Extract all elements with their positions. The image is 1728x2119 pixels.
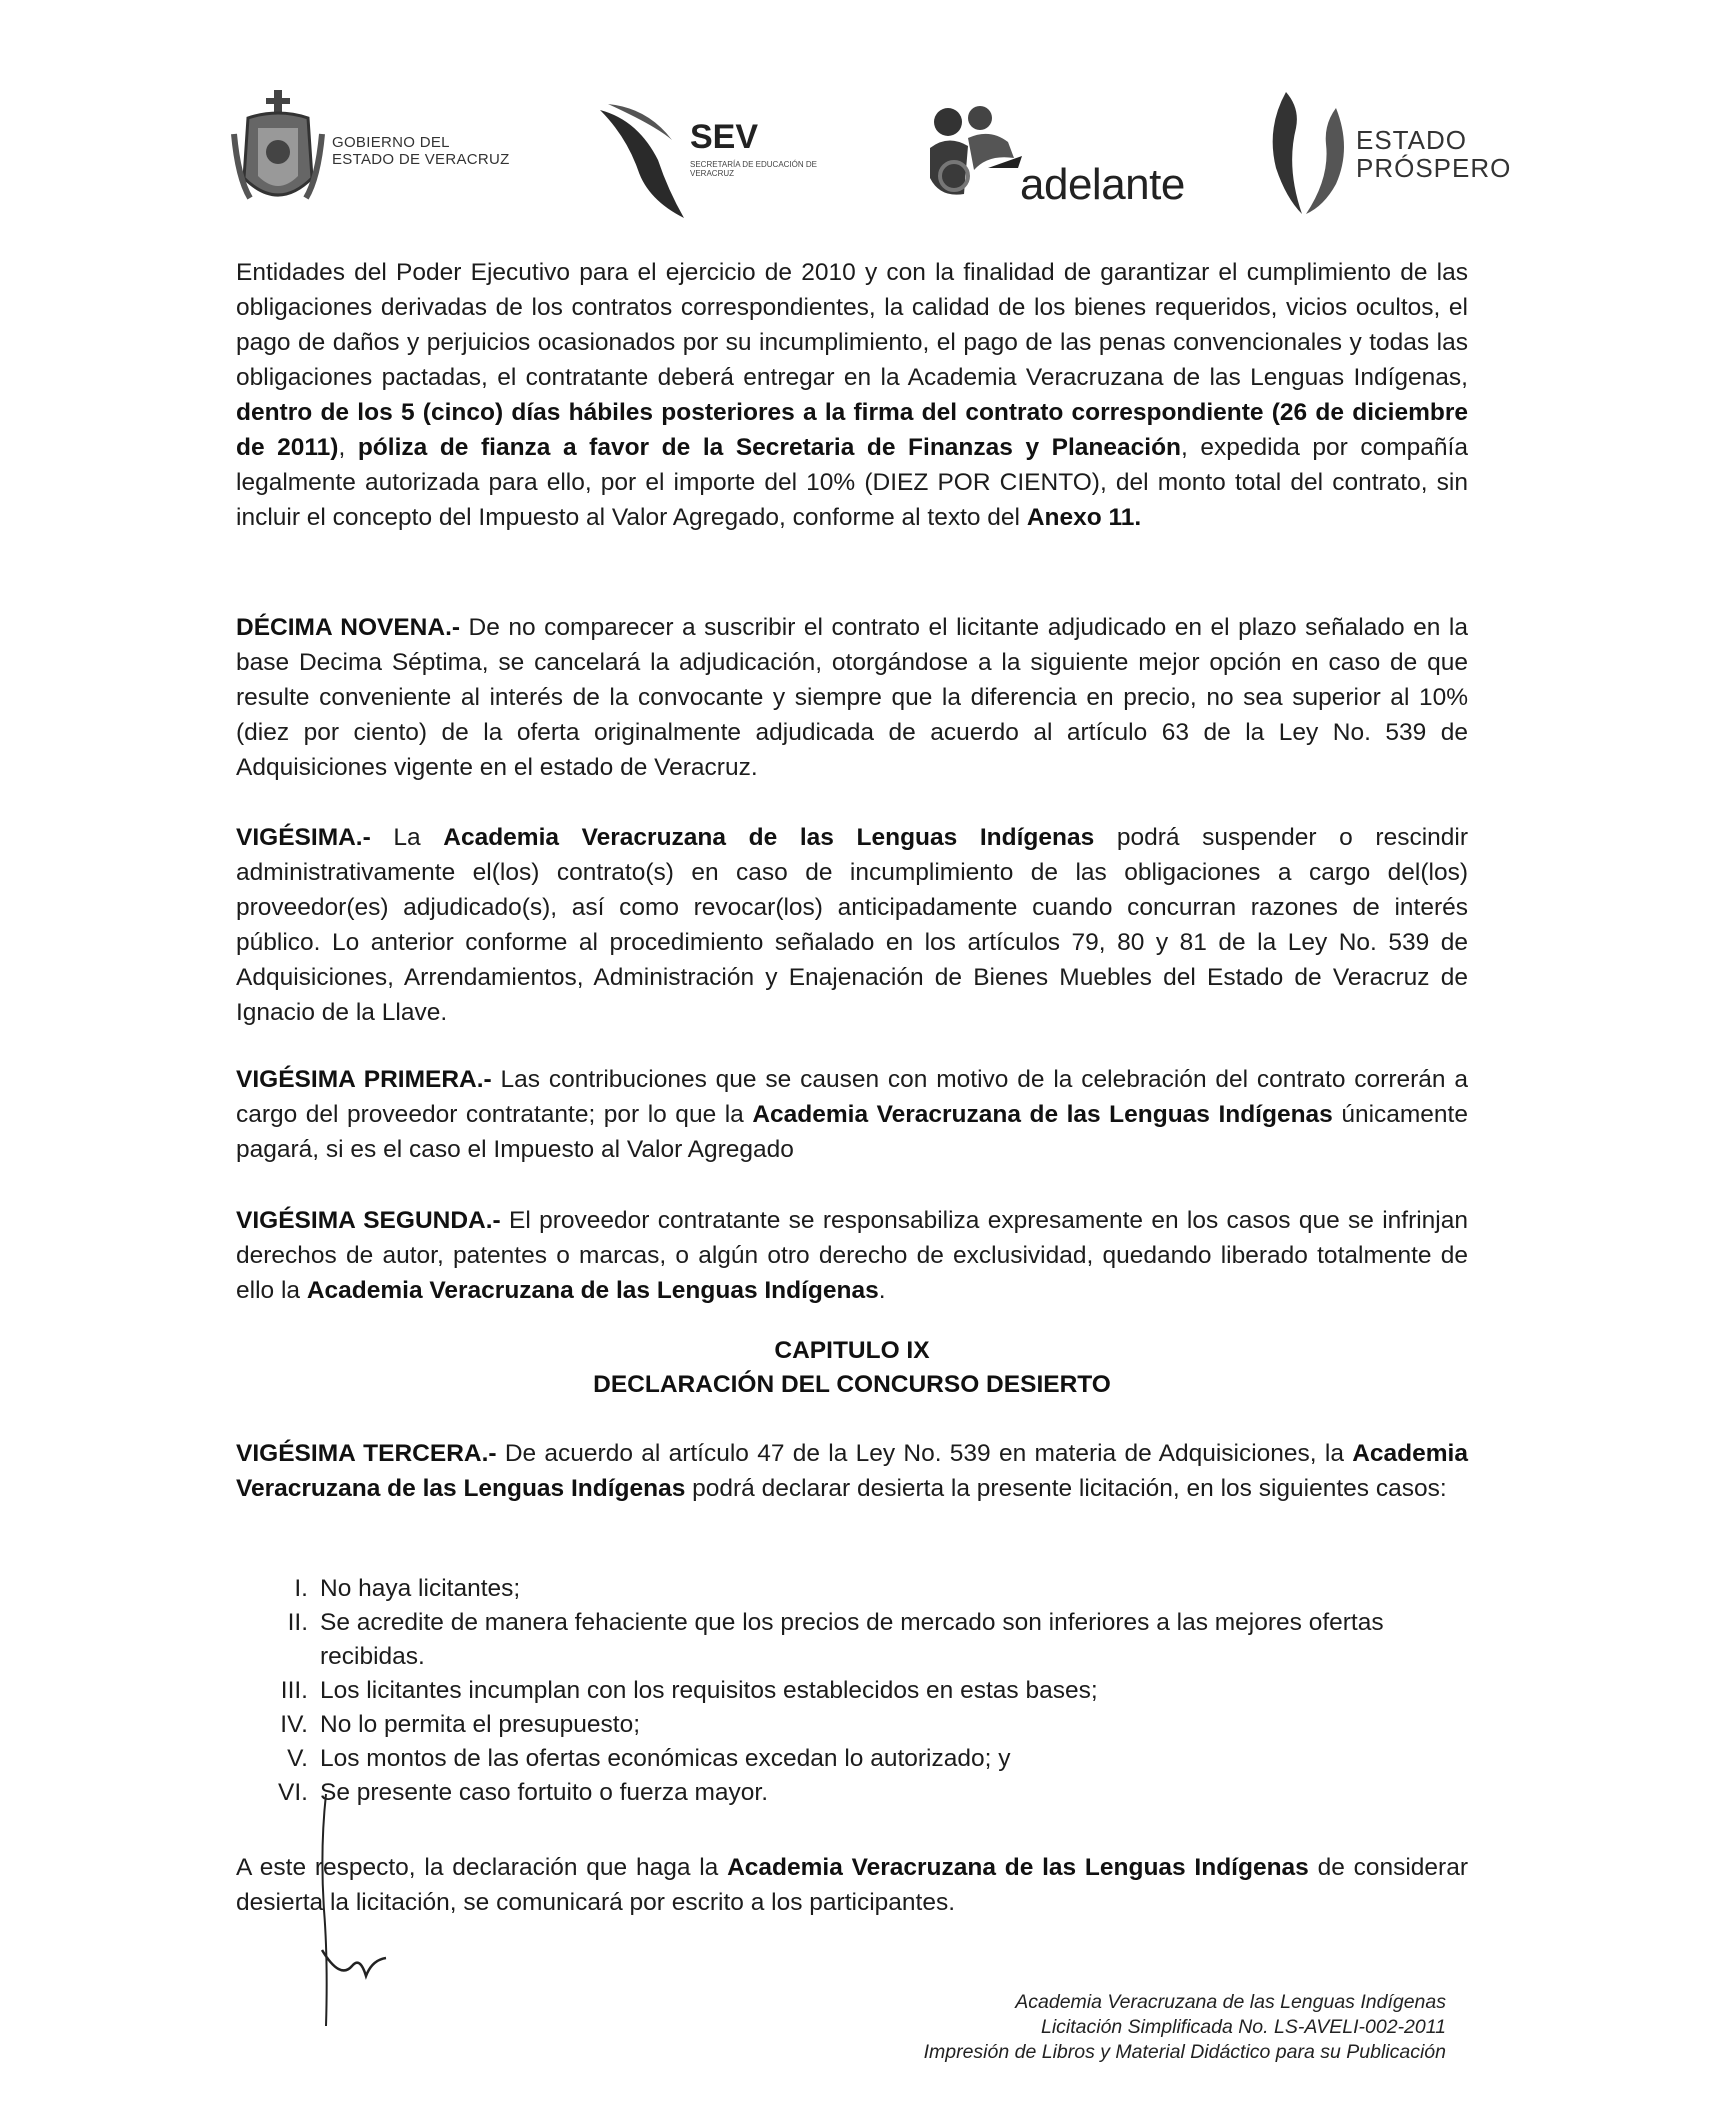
- gobierno-veracruz-logo: [228, 88, 558, 218]
- sev-swoosh-icon: [598, 100, 688, 220]
- intro-bold-2: póliza de fianza a favor de la Secretaria de Finanzas y Planeación: [357, 434, 1181, 461]
- clause-text-1: La: [370, 824, 444, 851]
- list-item-text: Se presente caso fortuito o fuerza mayor.: [320, 1779, 769, 1806]
- clause-text-1: El proveedor contratante se responsabiliza expresamente en los casos que se infrinjan derechos de autor, patentes o marcas, o algún otro derecho de exclusividad, quedando liberado totalmente de ello la: [236, 1207, 1469, 1304]
- sev-title: SEV: [690, 118, 759, 156]
- list-item: [236, 1572, 1468, 1606]
- list-item-number: IV.: [280, 1711, 308, 1738]
- header-logos: [228, 88, 1512, 228]
- cases-list: [236, 1572, 1468, 1810]
- closing-bold: Academia Veracruzana de las Lenguas Indígenas: [727, 1854, 1309, 1881]
- footer-line-3: Impresión de Libros y Material Didáctico para su Publicación: [923, 2041, 1446, 2063]
- gobierno-line-2: ESTADO DE VERACRUZ: [332, 151, 510, 168]
- adelante-logo: [918, 98, 1238, 218]
- clause-decima-novena: [236, 610, 1468, 785]
- closing-text-2: de considerar desierta la licitación, se comunicará por escrito a los participantes.: [236, 1854, 1468, 1916]
- gobierno-line-1: GOBIERNO DEL: [332, 134, 450, 151]
- clause-text-2: únicamente pagará, si es el caso el Impuesto al Valor Agregado: [236, 1101, 1468, 1163]
- list-item: [236, 1708, 1468, 1742]
- clause-vigesima-segunda: [236, 1203, 1468, 1308]
- list-item-text: Los montos de las ofertas económicas excedan lo autorizado; y: [320, 1745, 1011, 1772]
- clause-bold: Academia Veracruzana de las Lenguas Indígenas: [752, 1101, 1333, 1128]
- clause-bold: Academia Veracruzana de las Lenguas Indígenas: [443, 824, 1095, 851]
- chapter-title: DECLARACIÓN DEL CONCURSO DESIERTO: [593, 1371, 1111, 1398]
- estado-prospero-leaves-icon: [1256, 88, 1352, 218]
- closing-text-1: A este respecto, la declaración que haga la: [236, 1854, 728, 1881]
- list-item: [236, 1742, 1468, 1776]
- intro-text-2: ,: [338, 434, 358, 461]
- clause-heading: VIGÉSIMA TERCERA.-: [236, 1440, 497, 1467]
- list-item-number: II.: [287, 1609, 308, 1636]
- clause-vigesima: [236, 820, 1468, 1030]
- estado-line-1: ESTADO: [1356, 125, 1467, 155]
- list-item-number: VI.: [278, 1779, 308, 1806]
- clause-text-2: podrá declarar desierta la presente licitación, en los siguientes casos:: [685, 1475, 1447, 1502]
- clause-vigesima-primera: [236, 1062, 1468, 1167]
- clause-text: De no comparecer a suscribir el contrato el licitante adjudicado en el plazo señalado en la base Decima Séptima, se cancelará la adjudicación, otorgándose a la siguiente mejor opción en caso de que resulte conveniente al interés de la convocante y siempre que la diferencia en precio, no sea superior al 10% (diez por ciento) de la oferta originalmente adjudicada de acuerdo al artículo 63 de la Ley No. 539 de Adquisiciones vigente en el estado de Veracruz.: [236, 614, 1468, 781]
- clause-heading: DÉCIMA NOVENA.-: [236, 614, 461, 641]
- intro-text-3: , expedida por compañía legalmente autorizada para ello, por el importe del 10% (DIEZ POR CIENTO), del monto total del contrato, sin incluir el concepto del Impuesto al Valor Agregado, conforme al texto del: [236, 434, 1468, 531]
- clause-text-1: De acuerdo al artículo 47 de la Ley No. 539 en materia de Adquisiciones, la: [496, 1440, 1353, 1467]
- page-footer: [924, 1990, 1446, 2065]
- footer-line-1: Academia Veracruzana de las Lenguas Indígenas: [1015, 1991, 1446, 2013]
- list-item-text: No lo permita el presupuesto;: [320, 1711, 641, 1738]
- clause-text-1: Las contribuciones que se causen con motivo de la celebración del contrato correrán a cargo del proveedor contratante; por lo que la: [236, 1066, 1468, 1128]
- footer-line-2: Licitación Simplificada No. LS-AVELI-002-2011: [1040, 2016, 1446, 2038]
- sev-logo: [598, 100, 878, 220]
- intro-paragraph: [236, 255, 1468, 535]
- list-item-text: Se acredite de manera fehaciente que los precios de mercado son inferiores a las mejores ofertas recibidas.: [320, 1609, 1384, 1670]
- adelante-text: adelante: [1020, 160, 1185, 209]
- list-item-number: V.: [287, 1745, 308, 1772]
- chapter-heading: [236, 1334, 1468, 1402]
- clause-bold: Academia Veracruzana de las Lenguas Indígenas: [306, 1277, 879, 1304]
- clause-heading: VIGÉSIMA PRIMERA.-: [236, 1066, 492, 1093]
- closing-paragraph: [236, 1850, 1468, 1920]
- intro-text-1: Entidades del Poder Ejecutivo para el ejercicio de 2010 y con la finalidad de garantizar el cumplimiento de las obligaciones derivadas de los contratos correspondientes, la calidad de los bienes requeridos, vicios ocultos, el pago de daños y perjuicios ocasionados por su incumplimiento, el pago de las penas convencionales y todas las obligaciones pactadas, el contratante deberá entregar en la Academia Veracruzana de las Lenguas Indígenas,: [236, 259, 1468, 391]
- intro-bold-3: Anexo 11.: [1026, 504, 1142, 531]
- clause-vigesima-tercera: [236, 1436, 1468, 1506]
- coat-of-arms-icon: [228, 88, 328, 218]
- list-item-number: I.: [294, 1575, 308, 1602]
- list-item: [236, 1674, 1468, 1708]
- chapter-number: CAPITULO IX: [774, 1337, 930, 1364]
- clause-text-2: podrá suspender o rescindir administrativamente el(los) contrato(s) en caso de incumplimiento de las obligaciones a cargo del(los) proveedor(es) adjudicado(s), así como revocar(los) anticipadamente cuando concurran razones de interés público. Lo anterior conforme al procedimiento señalado en los artículos 79, 80 y 81 de la Ley No. 539 de Adquisiciones, Arrendamientos, Administración y Enajenación de Bienes Muebles del Estado de Veracruz de Ignacio de la Llave.: [236, 824, 1468, 1026]
- clause-heading: VIGÉSIMA SEGUNDA.-: [236, 1207, 501, 1234]
- adelante-figures-icon: [918, 98, 1028, 208]
- list-item: [236, 1606, 1468, 1674]
- clause-heading: VIGÉSIMA.-: [236, 824, 371, 851]
- handwritten-signature: [300, 1790, 420, 2030]
- intro-bold-1: dentro de los 5 (cinco) días hábiles posteriores a la firma del contrato correspondiente (26 de diciembre de 2011): [236, 399, 1468, 461]
- list-item-number: III.: [280, 1677, 308, 1704]
- sev-subtitle: SECRETARÍA DE EDUCACIÓN DE VERACRUZ: [690, 160, 817, 178]
- clause-text-2: .: [878, 1277, 886, 1304]
- clause-bold: Academia Veracruzana de las Lenguas Indígenas: [236, 1440, 1468, 1502]
- estado-line-2: PRÓSPERO: [1356, 153, 1512, 183]
- estado-prospero-logo: [1256, 88, 1512, 218]
- list-item-text: No haya licitantes;: [320, 1575, 521, 1602]
- list-item-text: Los licitantes incumplan con los requisitos establecidos en estas bases;: [320, 1677, 1098, 1704]
- list-item: [236, 1776, 1468, 1810]
